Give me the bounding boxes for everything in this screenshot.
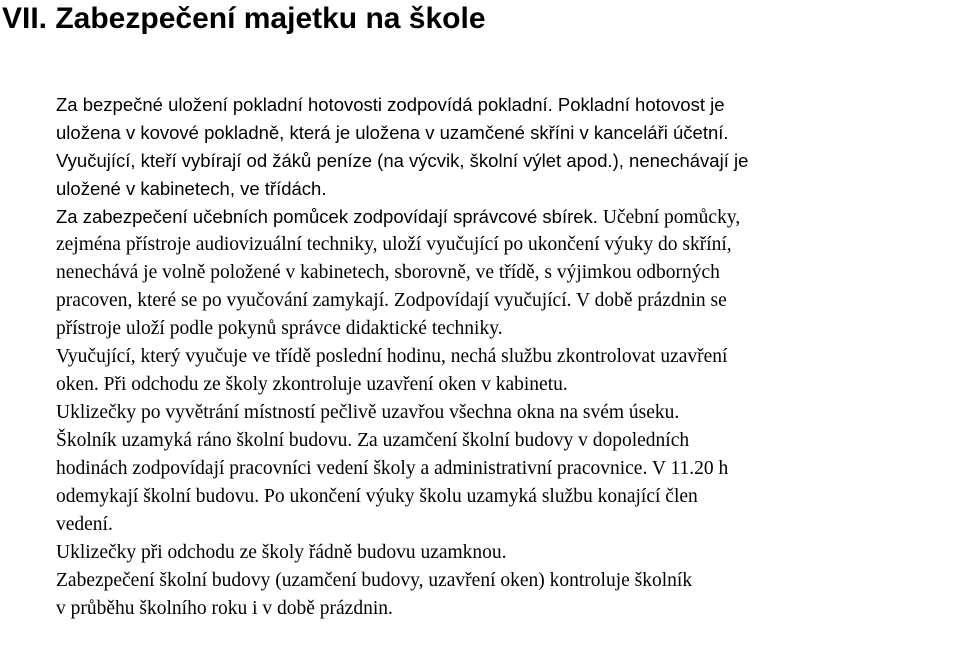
text-line-10: Vyučující, který vyučuje ve třídě poslední hodinu, nechá službu zkontrolovat uzavření (56, 346, 728, 367)
text-line-16: vedení. (56, 514, 113, 535)
text-line-13: Školník uzamyká ráno školní budovu. Za uzamčení školní budovy v dopoledních (56, 430, 690, 451)
text-line-5 (56, 203, 956, 231)
text-line-6: zejména přístroje audiovizuální techniky, uloží vyučující po ukončení výuky do skříní, (56, 234, 732, 255)
text-line-17: Uklizečky při odchodu ze školy řádně budovu uzamknou. (56, 542, 507, 563)
text-line-5-part-serif: Učební pomůcky, (597, 207, 741, 228)
text-line-7: nenechává je volně položené v kabinetech, sborovně, ve třídě, s výjimkou odborných (56, 262, 720, 283)
text-line-4: uložené v kabinetech, ve třídách. (56, 178, 327, 199)
text-line-18: Zabezpečení školní budovy (uzamčení budovy, uzavření oken) kontroluje školník (56, 570, 693, 591)
text-line-12: Uklizečky po vyvětrání místností pečlivě uzavřou všechna okna na svém úseku. (56, 402, 680, 423)
text-line-14: hodinách zodpovídají pracovníci vedení školy a administrativní pracovnice. V 11.20 h (56, 458, 729, 479)
text-line-2: uložena v kovové pokladně, která je uložena v uzamčené skříni v kanceláři účetní. (56, 122, 729, 143)
text-line-5-part-sans: Za zabezpečení učebních pomůcek zodpovídají správcové sbírek. (56, 206, 598, 227)
text-line-15: odemykají školní budovu. Po ukončení výuky školu uzamyká službu konající člen (56, 486, 698, 507)
text-line-1: Za bezpečné uložení pokladní hotovosti zodpovídá pokladní. Pokladní hotovost je (56, 94, 725, 115)
text-line-11: oken. Při odchodu ze školy zkontroluje uzavření oken v kabinetu. (56, 374, 568, 395)
page-title: VII. Zabezpečení majetku na škole (2, 2, 486, 35)
document-body (56, 91, 956, 623)
text-line-9: přístroje uloží podle pokynů správce didaktické techniky. (56, 318, 503, 339)
text-line-19: v průběhu školního roku i v době prázdnin. (56, 598, 393, 619)
text-line-3: Vyučující, kteří vybírají od žáků peníze (na výcvik, školní výlet apod.), nenechávají je (56, 150, 749, 171)
text-line-8: pracoven, které se po vyučování zamykají. Zodpovídají vyučující. V době prázdnin se (56, 290, 727, 311)
